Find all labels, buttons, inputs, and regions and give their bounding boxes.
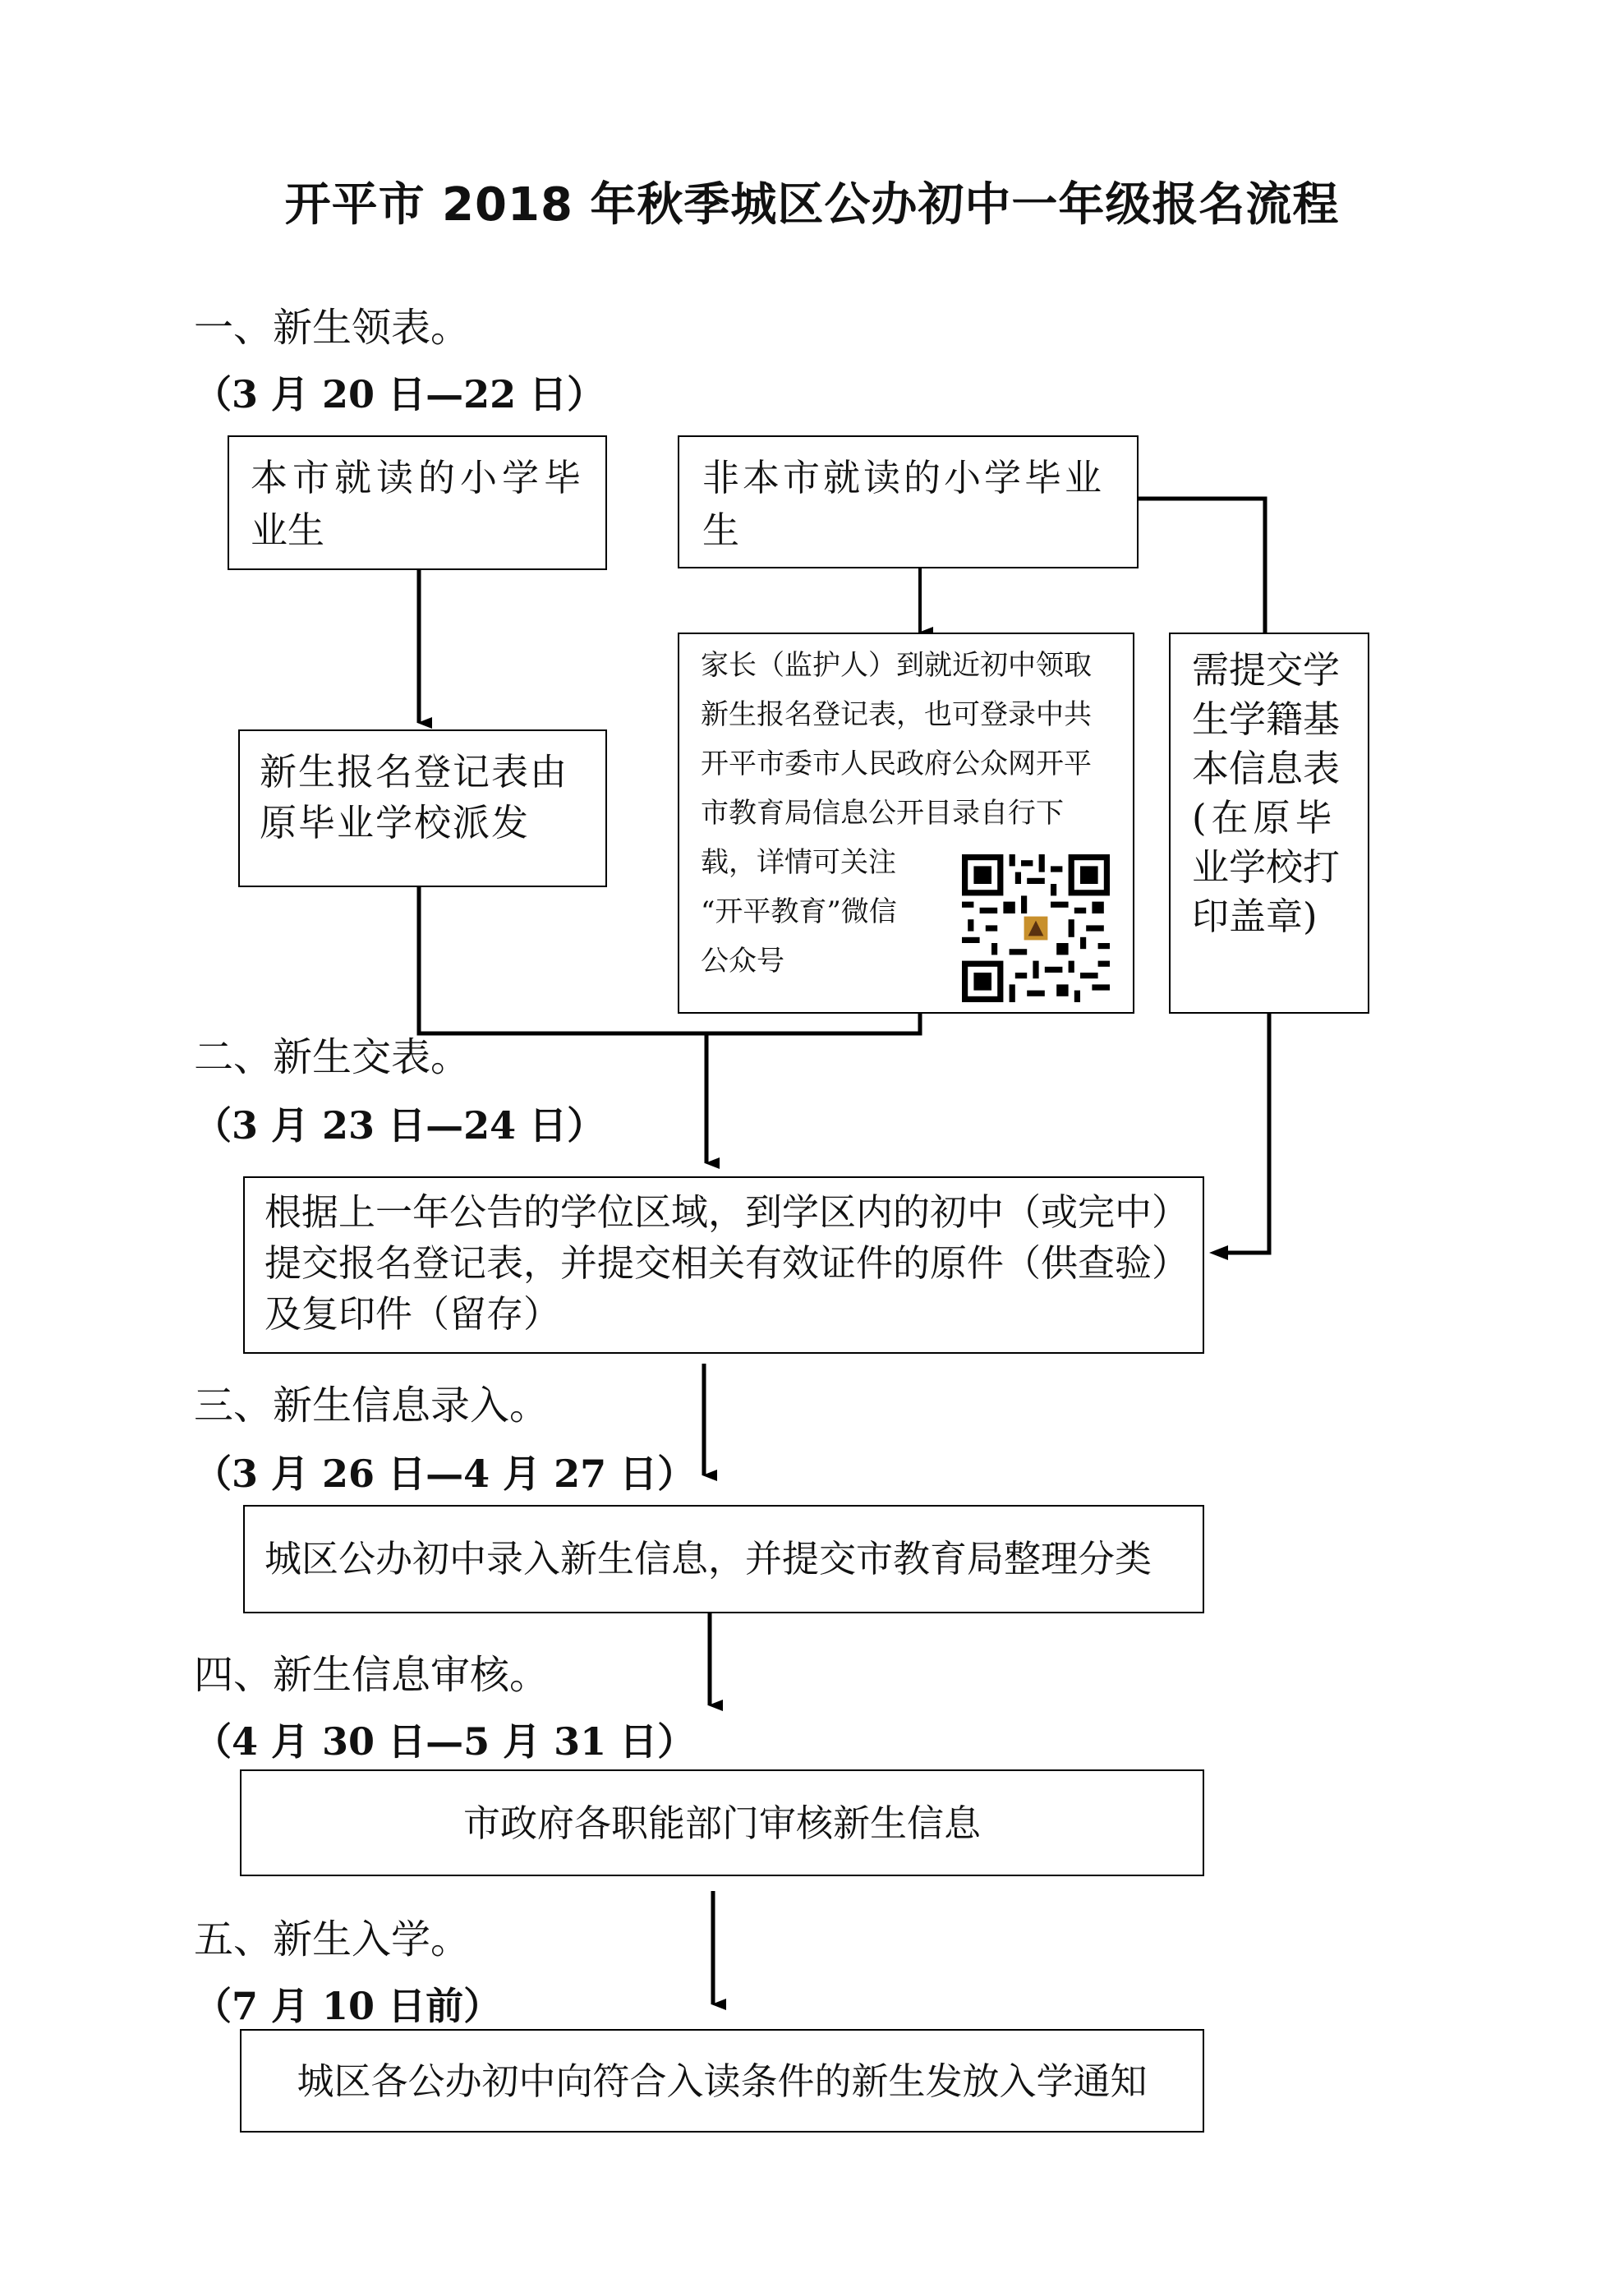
box-local-graduate-line2: 业生 [251, 508, 325, 552]
page-title: 开平市 2018 年秋季城区公办初中一年级报名流程 [284, 178, 1340, 232]
box-record-line3: 本信息表 [1192, 747, 1341, 790]
box-admission-text: 城区各公办初中向符合入读条件的新生发放入学通知 [297, 2059, 1148, 2103]
box-parent-line2: 新生报名登记表，也可登录中共 [701, 698, 1092, 731]
box-record-line4: (在原毕 [1192, 796, 1337, 840]
step-5-heading: 五、新生入学。 [194, 1916, 471, 1962]
line-nonlocal-to-record [1137, 499, 1265, 633]
box-record-line6: 印盖章) [1192, 895, 1318, 938]
step-4-heading: 四、新生信息审核。 [194, 1652, 550, 1698]
box-submit-line2: 提交报名登记表，并提交相关有效证件的原件（供查验） [265, 1241, 1189, 1285]
box-nonlocal-graduate [678, 435, 1139, 568]
step-1-date: （3 月 20 日—22 日） [194, 372, 605, 416]
box-record-line1: 需提交学 [1192, 648, 1341, 692]
box-submit-line1: 根据上一年公告的学位区域，到学区内的初中（或完中） [265, 1190, 1189, 1234]
box-submit-line3: 及复印件（留存） [265, 1292, 561, 1336]
box-nonlocal-graduate-line1: 非本市就读的小学毕业 [702, 456, 1106, 499]
box-local-graduate-line1: 本市就读的小学毕 [251, 456, 587, 499]
qr-code-icon[interactable] [962, 854, 1110, 1002]
box-parent-line6: “开平教育”微信 [701, 895, 897, 928]
step-2-date: （3 月 23 日—24 日） [194, 1103, 605, 1148]
box-parent-line5: 载，详情可关注 [701, 846, 896, 879]
box-local-graduate [228, 435, 607, 570]
box-parent-line1: 家长（监护人）到就近初中领取 [701, 649, 1092, 682]
box-enter-info [243, 1505, 1204, 1613]
step-3-heading: 三、新生信息录入。 [194, 1383, 550, 1429]
box-enter-text: 城区公办初中录入新生信息，并提交市教育局整理分类 [265, 1537, 1152, 1581]
box-submit-form [243, 1176, 1204, 1354]
box-record-line5: 业学校打 [1192, 845, 1341, 889]
box-issued-by-school [238, 729, 607, 887]
step-4-date: （4 月 30 日—5 月 31 日） [194, 1719, 696, 1764]
step-2-heading: 二、新生交表。 [194, 1034, 471, 1080]
step-3-date: （3 月 26 日—4 月 27 日） [194, 1452, 696, 1496]
box-admission [240, 2029, 1204, 2133]
box-issued-line2: 原毕业学校派发 [260, 801, 531, 844]
step-1-heading: 一、新生领表。 [194, 305, 471, 351]
box-review-info [240, 1769, 1204, 1876]
box-nonlocal-graduate-line2: 生 [702, 508, 740, 552]
box-record-line2: 生学籍基 [1192, 697, 1341, 741]
box-student-record [1169, 633, 1369, 1014]
box-parent-line3: 开平市委市人民政府公众网开平 [701, 748, 1092, 780]
box-parent-line7: 公众号 [701, 945, 784, 978]
line-record-to-submit [1226, 1014, 1269, 1253]
box-parent-line4: 市教育局信息公开目录自行下 [701, 797, 1064, 830]
box-parent-download [678, 633, 1134, 1014]
box-review-text: 市政府各职能部门审核新生信息 [462, 1801, 981, 1845]
step-5-date: （7 月 10 日前） [194, 1984, 502, 2028]
box-issued-line1: 新生报名登记表由 [260, 750, 569, 794]
